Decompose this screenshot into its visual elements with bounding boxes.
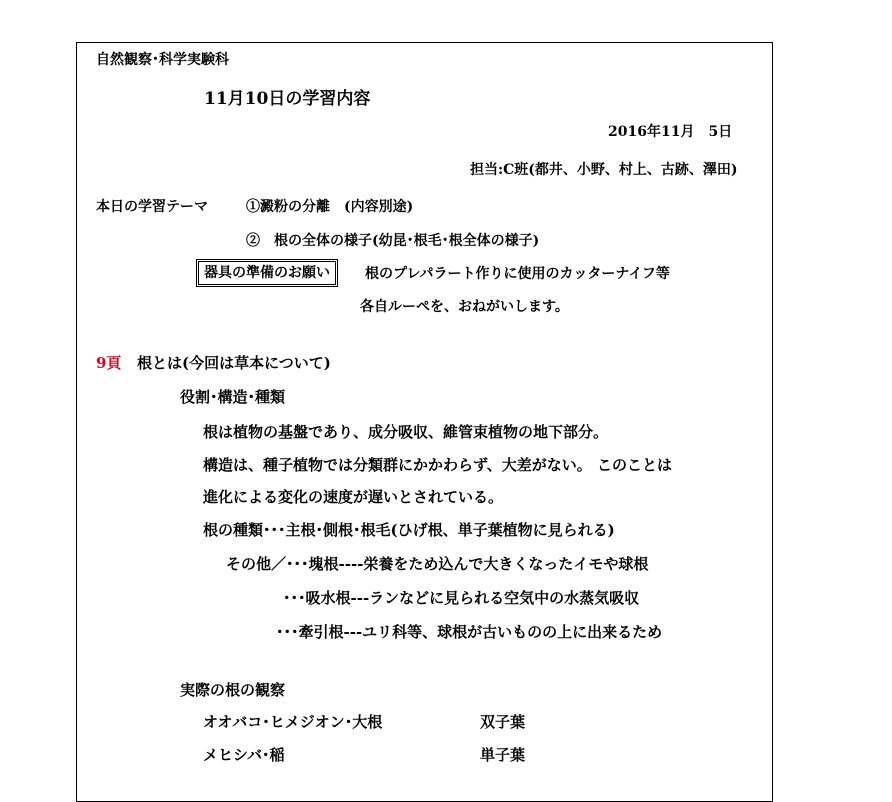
observation-heading: 実際の根の観察	[180, 681, 286, 699]
staff-line: 担当:C班(都井、小野、村上、古跡、澤田)	[470, 162, 738, 178]
page-title: 11月10日の学習内容	[204, 89, 371, 109]
body-line-7: ･･･牽引根---ユリ科等、球根が古いものの上に出来るため	[276, 623, 663, 641]
body-line-6: ･･･吸水根---ランなどに見られる空気中の水蒸気吸収	[283, 589, 640, 607]
observation-plants-2: メヒシバ･稲	[203, 746, 285, 764]
body-line-3: 進化による変化の速度が遅いとされている。	[203, 488, 504, 506]
equipment-request-box: 器具の準備のお願い	[196, 259, 338, 287]
theme-item-2: ② 根の全体の様子(幼昆･根毛･根全体の様子)	[246, 233, 540, 249]
observation-type-2: 単子葉	[480, 746, 526, 764]
equipment-line-2: 各自ルーペを、おねがいします。	[360, 299, 569, 315]
observation-type-1: 双子葉	[480, 713, 526, 731]
body-line-2: 構造は、種子植物では分類群にかかわらず、大差がない。 このことは	[203, 456, 673, 474]
body-line-1: 根は植物の基盤であり、成分吸収、維管束植物の地下部分。	[203, 423, 609, 441]
subject-label: 自然観察･科学実験科	[96, 52, 229, 68]
observation-plants-1: オオバコ･ヒメジオン･大根	[203, 713, 383, 731]
theme-item-1: ①澱粉の分離 (内容別途)	[246, 199, 414, 215]
document-date: 2016年11月 5日	[608, 124, 733, 140]
section-heading: 根とは(今回は草本について)	[137, 354, 331, 372]
page-reference: 9頁	[96, 354, 122, 372]
theme-label: 本日の学習テーマ	[96, 199, 208, 215]
sub-heading: 役割･構造･種類	[180, 388, 286, 406]
body-line-5: その他／･･･塊根----栄養をため込んで大きくなったイモや球根	[226, 555, 649, 573]
equipment-line-1: 根のプレパラート作りに使用のカッターナイフ等	[365, 266, 670, 282]
body-line-4: 根の種類･･･主根･側根･根毛(ひげ根、単子葉植物に見られる)	[203, 521, 615, 539]
